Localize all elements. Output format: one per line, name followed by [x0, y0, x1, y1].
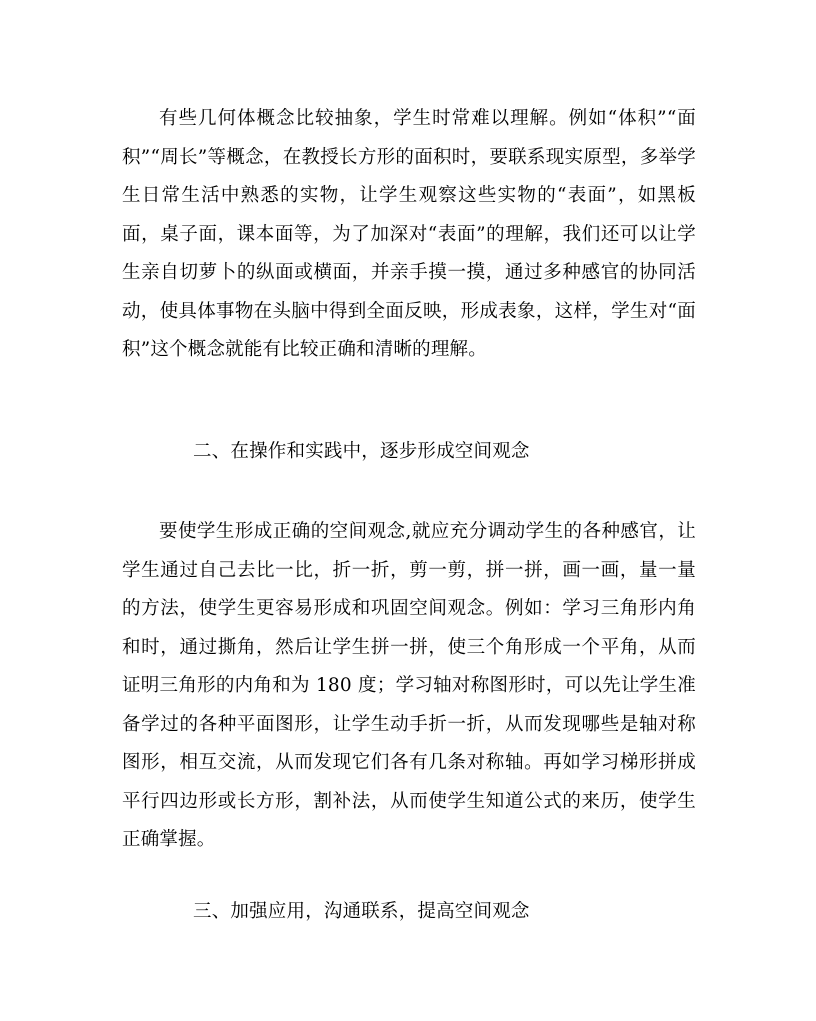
body-paragraph-area-concept: 有些几何体概念比较抽象，学生时常难以理解。例如“体积”“面积”“周长”等概念，在教授长方形的面积时，要联系现实原型，多举学生日常生活中熟悉的实物，让学生观察这些实物的“表面”，如黑板面，桌子面，课本面等，为了加深对“表面”的理解，我们还可以让学生亲自切萝卜的纵面或横面，并亲手摸一摸，通过多种感官的协同活动，使具体事物在头脑中得到全面反映，形成表象，这样，学生对“面积”这个概念就能有比较正确和清晰的理解。 — [122, 108, 696, 360]
body-paragraph-hands-on-methods: 要使学生形成正确的空间观念,就应充分调动学生的各种感官，让学生通过自己去比一比，折一折，剪一剪，拼一拼，画一画，量一量的方法，使学生更容易形成和巩固空间观念。例如：学习三角形内角和时，通过撕角，然后让学生拼一拼，使三个角形成一个平角，从而证明三角形的内角和为 180 度；学习轴对称图形时，可以先让学生准备学过的各种平面图形，让学生动手折一折，从而发现哪些是轴对称图形，相互交流，从而发现它们各有几条对称轴。再如学习梯形拼成平行四边形或长方形，割补法，从而使学生知道公式的来历，使学生正确掌握。 — [122, 521, 696, 850]
section-heading-operation-practice: 二、在操作和实践中，逐步形成空间观念 — [193, 441, 530, 462]
section-heading-application: 三、加强应用，沟通联系，提高空间观念 — [193, 901, 530, 922]
